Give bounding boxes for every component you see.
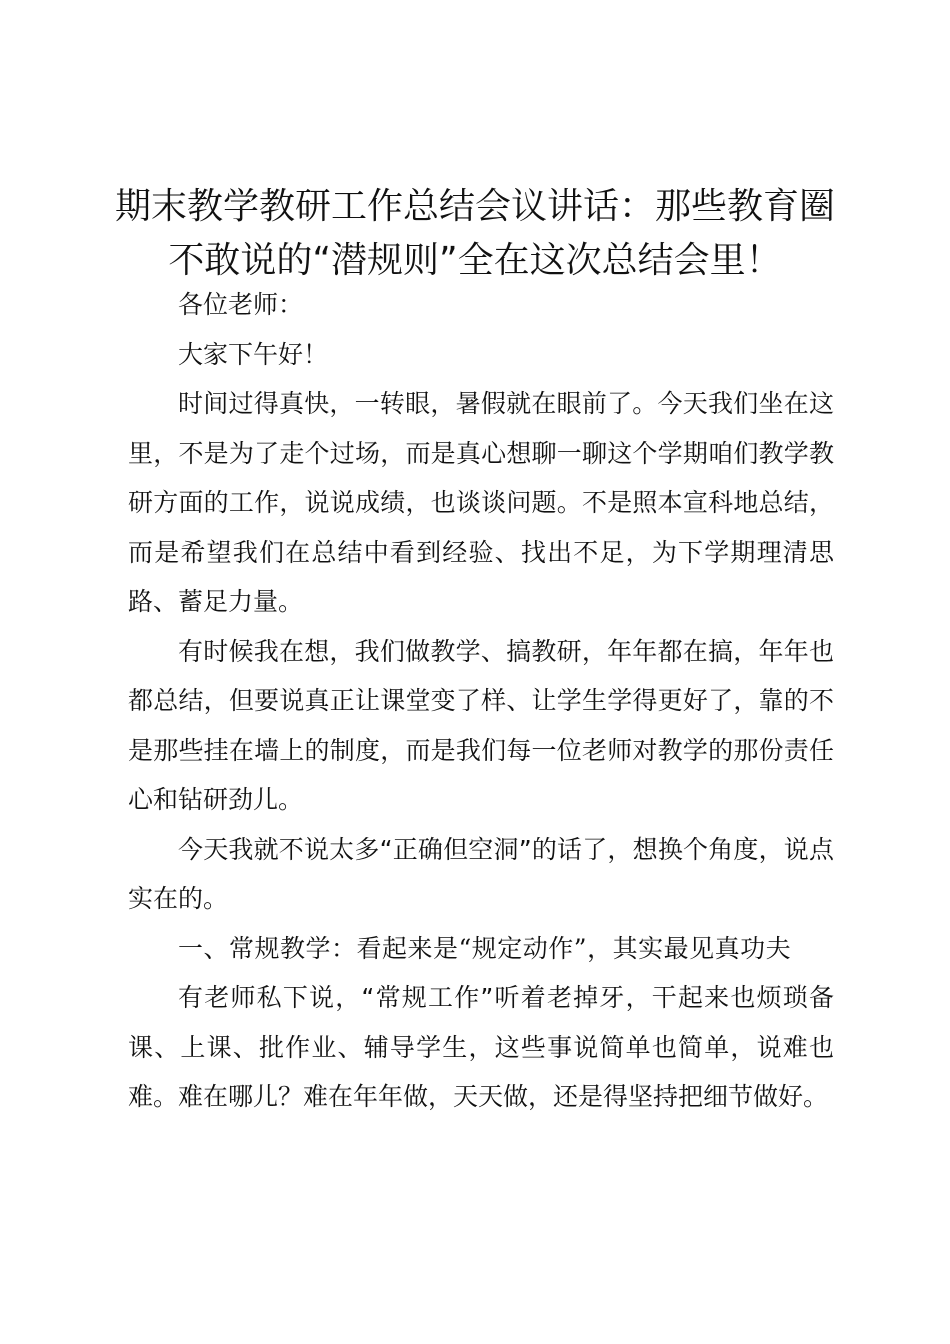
paragraph: 有时候我在想，我们做教学、搞教研，年年都在搞，年年也都总结，但要说真正让课堂变了样、让学生学得更好了，靠的不是那些挂在墙上的制度，而是我们每一位老师对教学的那份责任心和钻研劲儿。: [128, 636, 834, 814]
paragraph: 有老师私下说，“常规工作”听着老掉牙，干起来也烦琐备课、上课、批作业、辅导学生，这些事说简单也简单，说难也难。难在哪儿？难在年年做，天天做，还是得坚持把细节做好。: [128, 983, 834, 1111]
document-body: [128, 280, 834, 1122]
section-heading: 一、常规教学：看起来是“规定动作”，其实最见真功夫: [178, 933, 792, 963]
title-line-2: 不敢说的“潜规则”全在这次总结会里！: [168, 240, 782, 281]
greeting: 大家下午好！: [178, 339, 329, 369]
document-title: [100, 180, 850, 288]
paragraph: 今天我就不说太多“正确但空洞”的话了，想换个角度，说点实在的。: [128, 834, 834, 913]
salutation: 各位老师：: [178, 290, 304, 319]
paragraph: 时间过得真快，一转眼，暑假就在眼前了。今天我们坐在这里，不是为了走个过场，而是真心想聊一聊这个学期咱们教学教研方面的工作，说说成绩，也谈谈问题。不是照本宣科地总结，而是希望我们在总结中看到经验、找出不足，为下学期理清思路、蓄足力量。: [128, 389, 834, 616]
title-line-1: 期末教学教研工作总结会议讲话：那些教育圈: [114, 186, 835, 227]
